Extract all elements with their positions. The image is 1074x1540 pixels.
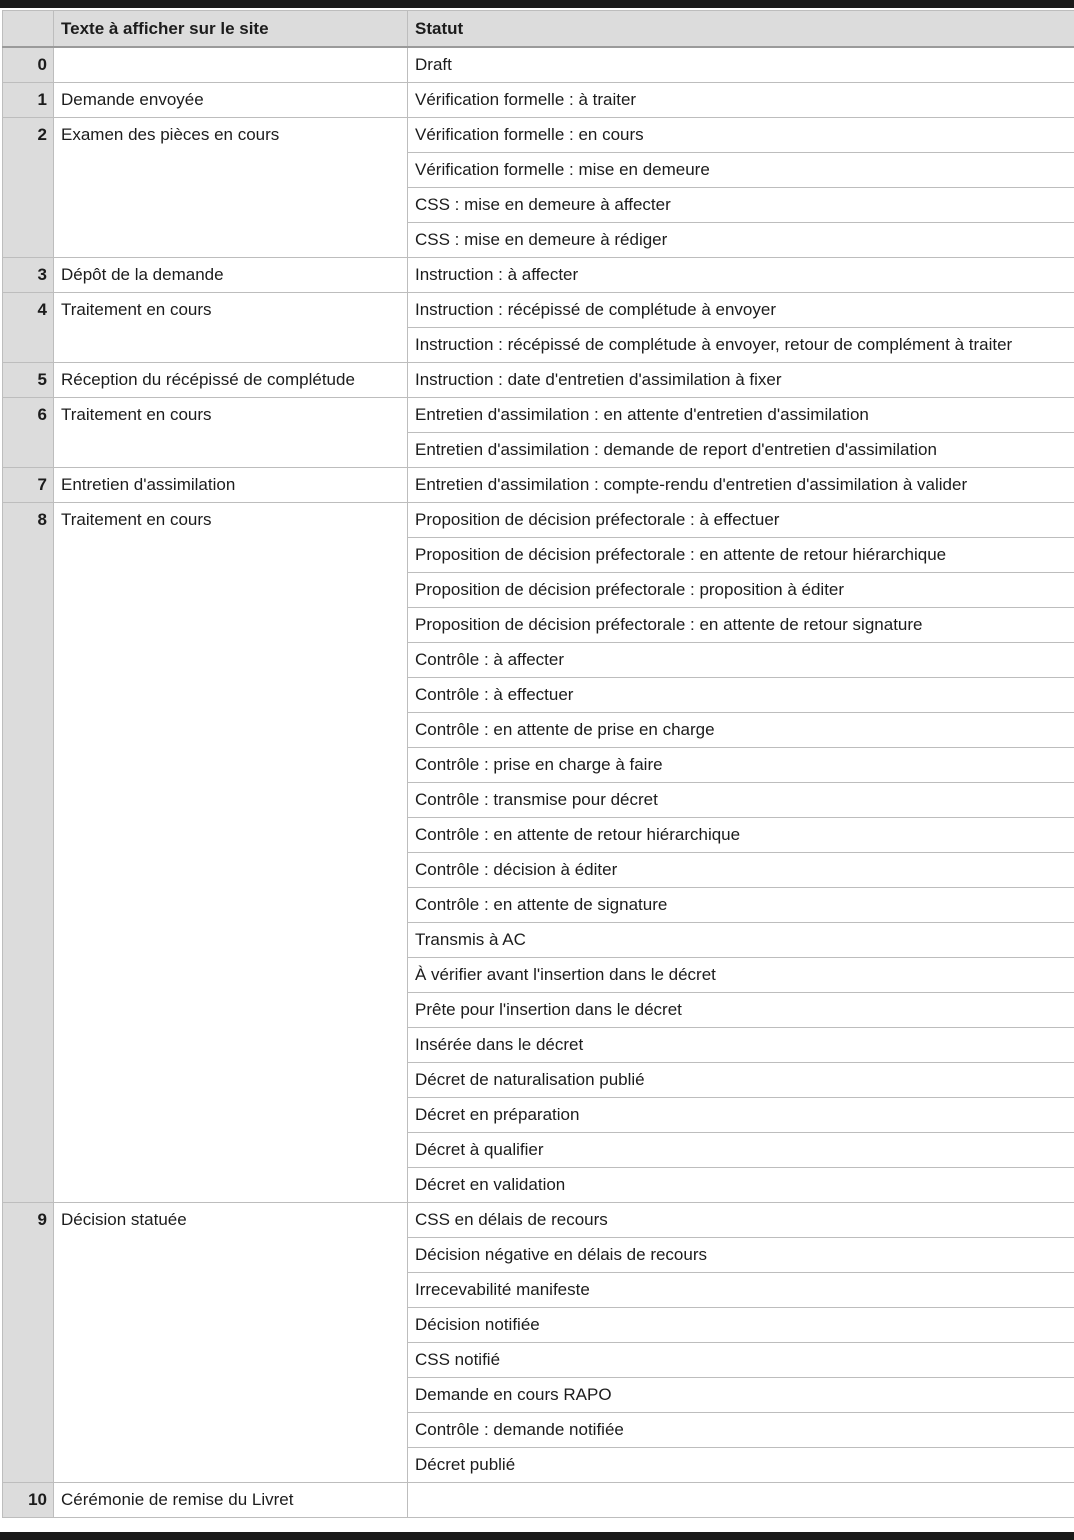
status-cell: Insérée dans le décret [408, 1028, 1074, 1063]
status-cell: Contrôle : à affecter [408, 643, 1074, 678]
status-cell: Vérification formelle : à traiter [408, 83, 1074, 118]
table-row [3, 258, 1074, 293]
status-cell: Contrôle : demande notifiée [408, 1413, 1074, 1448]
row-number: 2 [3, 118, 54, 258]
status-cell: Décret en préparation [408, 1098, 1074, 1133]
table-row [3, 293, 1074, 328]
row-number: 4 [3, 293, 54, 363]
site-text-cell: Entretien d'assimilation [54, 468, 408, 503]
status-cell: CSS notifié [408, 1343, 1074, 1378]
status-cell: Instruction : date d'entretien d'assimilation à fixer [408, 363, 1074, 398]
site-text-cell: Traitement en cours [54, 398, 408, 468]
status-cell: Proposition de décision préfectorale : à effectuer [408, 503, 1074, 538]
status-cell: Contrôle : à effectuer [408, 678, 1074, 713]
status-cell: Instruction : à affecter [408, 258, 1074, 293]
status-cell: À vérifier avant l'insertion dans le décret [408, 958, 1074, 993]
status-cell: Proposition de décision préfectorale : en attente de retour hiérarchique [408, 538, 1074, 573]
row-number: 1 [3, 83, 54, 118]
top-border [0, 0, 1074, 8]
status-cell [408, 1483, 1074, 1518]
status-cell: Transmis à AC [408, 923, 1074, 958]
row-number: 10 [3, 1483, 54, 1518]
status-cell: Contrôle : en attente de retour hiérarchique [408, 818, 1074, 853]
header-number [3, 11, 54, 48]
table-header-row [3, 11, 1074, 48]
status-cell: Décret à qualifier [408, 1133, 1074, 1168]
table-row [3, 363, 1074, 398]
table-row [3, 83, 1074, 118]
table-row [3, 503, 1074, 538]
site-text-cell: Traitement en cours [54, 503, 408, 1203]
row-number: 9 [3, 1203, 54, 1483]
status-cell: Décret de naturalisation publié [408, 1063, 1074, 1098]
status-cell: Décision négative en délais de recours [408, 1238, 1074, 1273]
status-cell: Entretien d'assimilation : demande de report d'entretien d'assimilation [408, 433, 1074, 468]
row-number: 3 [3, 258, 54, 293]
row-number: 0 [3, 47, 54, 83]
site-text-cell [54, 47, 408, 83]
header-status: Statut [408, 11, 1074, 48]
status-cell: CSS : mise en demeure à affecter [408, 188, 1074, 223]
table-row [3, 118, 1074, 153]
site-text-cell: Demande envoyée [54, 83, 408, 118]
status-mapping-table [2, 10, 1074, 1518]
status-cell: Proposition de décision préfectorale : en attente de retour signature [408, 608, 1074, 643]
table-row [3, 1203, 1074, 1238]
site-text-cell: Traitement en cours [54, 293, 408, 363]
status-cell: Entretien d'assimilation : compte-rendu d'entretien d'assimilation à valider [408, 468, 1074, 503]
status-cell: Proposition de décision préfectorale : proposition à éditer [408, 573, 1074, 608]
status-cell: CSS : mise en demeure à rédiger [408, 223, 1074, 258]
site-text-cell: Examen des pièces en cours [54, 118, 408, 258]
status-cell: Prête pour l'insertion dans le décret [408, 993, 1074, 1028]
status-cell: Draft [408, 47, 1074, 83]
table-row [3, 1483, 1074, 1518]
site-text-cell: Cérémonie de remise du Livret [54, 1483, 408, 1518]
table-row [3, 398, 1074, 433]
bottom-border [0, 1532, 1074, 1540]
status-cell: CSS en délais de recours [408, 1203, 1074, 1238]
status-cell: Irrecevabilité manifeste [408, 1273, 1074, 1308]
status-cell: Décret publié [408, 1448, 1074, 1483]
table-row [3, 47, 1074, 83]
status-cell: Demande en cours RAPO [408, 1378, 1074, 1413]
status-cell: Entretien d'assimilation : en attente d'entretien d'assimilation [408, 398, 1074, 433]
status-cell: Instruction : récépissé de complétude à envoyer, retour de complément à traiter [408, 328, 1074, 363]
status-cell: Contrôle : en attente de signature [408, 888, 1074, 923]
row-number: 5 [3, 363, 54, 398]
row-number: 8 [3, 503, 54, 1203]
site-text-cell: Dépôt de la demande [54, 258, 408, 293]
status-cell: Instruction : récépissé de complétude à envoyer [408, 293, 1074, 328]
row-number: 6 [3, 398, 54, 468]
status-cell: Contrôle : décision à éditer [408, 853, 1074, 888]
site-text-cell: Réception du récépissé de complétude [54, 363, 408, 398]
status-cell: Contrôle : en attente de prise en charge [408, 713, 1074, 748]
status-cell: Décision notifiée [408, 1308, 1074, 1343]
table-row [3, 468, 1074, 503]
site-text-cell: Décision statuée [54, 1203, 408, 1483]
status-cell: Décret en validation [408, 1168, 1074, 1203]
row-number: 7 [3, 468, 54, 503]
status-cell: Contrôle : prise en charge à faire [408, 748, 1074, 783]
table-body [3, 47, 1074, 1518]
status-cell: Vérification formelle : mise en demeure [408, 153, 1074, 188]
status-cell: Contrôle : transmise pour décret [408, 783, 1074, 818]
status-cell: Vérification formelle : en cours [408, 118, 1074, 153]
header-site-text: Texte à afficher sur le site [54, 11, 408, 48]
